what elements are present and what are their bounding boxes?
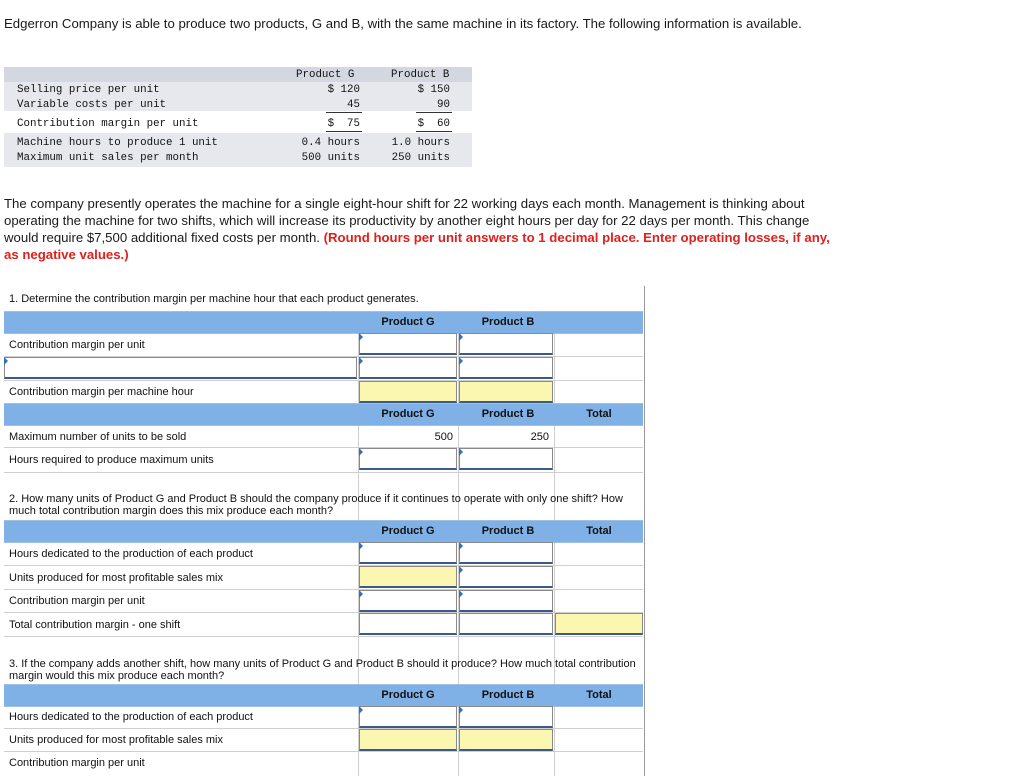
info-row-g: 0.4 hours [301,137,360,149]
row-line [4,472,643,473]
col-header-product-b: Product B [481,316,535,328]
intro-text: Edgerron Company is able to produce two products, G and B, with the same machine in its factory. The following information is available. [4,16,802,31]
blank-g-input[interactable] [359,357,457,379]
info-row-b: $ 60 [417,118,450,130]
instructions-red: (Round hours per unit answers to 1 decimal place. Enter operating losses, if any, as negative values.) [4,230,830,262]
q2-cm-g-input[interactable] [359,590,457,612]
q2-hours-g-input[interactable] [359,542,457,564]
info-row-label: Machine hours to produce 1 unit [17,137,218,149]
q2-total-g-input[interactable] [359,613,457,635]
row-label: Units produced for most profitable sales mix [9,572,223,584]
info-row-b: 1.0 hours [391,137,450,149]
cm-hour-b-input[interactable] [459,381,553,403]
q3-hours-g-input[interactable] [359,706,457,728]
col-header-total: Total [586,408,612,420]
info-row-label: Variable costs per unit [17,99,167,111]
row-label: Contribution margin per unit [9,757,145,769]
col-header-product-b: Product B [481,525,535,537]
q2-total-b-input[interactable] [459,613,553,635]
q3-units-b-input[interactable] [459,729,553,751]
underline [326,112,362,113]
scenario-text [4,195,844,263]
q3-hours-b-input[interactable] [459,706,553,728]
row-line [4,636,643,637]
row-label: Hours required to produce maximum units [9,454,214,466]
q2-units-g-input[interactable] [359,566,457,588]
col-header-product-b: Product B [481,689,535,701]
hours-req-b-input[interactable] [459,448,553,470]
underline [416,131,452,132]
row-label: Maximum number of units to be sold [9,431,187,443]
q2-total-cm-input[interactable] [555,613,643,635]
info-col-b: Product B [391,69,450,81]
cm-unit-b-input[interactable] [459,333,553,355]
row-label: Hours dedicated to the production of each product [9,711,253,723]
q3-units-g-input[interactable] [359,729,457,751]
col-header-product-g: Product G [381,525,435,537]
col-header-product-g: Product G [381,316,435,328]
row-label: Hours dedicated to the production of each product [9,548,253,560]
row-label: Total contribution margin - one shift [9,619,181,631]
q2-units-b-input[interactable] [459,566,553,588]
info-row-b: 250 units [391,152,450,164]
hours-req-g-input[interactable] [359,448,457,470]
question-2-text: 2. How many units of Product G and Product B should the company produce if it continues to operate with only one shift? How much total contribution margin does this mix produce each month? [9,493,623,517]
col-header-product-g: Product G [381,408,435,420]
q2-cm-b-input[interactable] [459,590,553,612]
info-row-label: Contribution margin per unit [17,118,199,130]
info-row-b: 90 [437,99,450,111]
info-row-g: 500 units [301,152,360,164]
col-header-total: Total [586,525,612,537]
info-row-g: $ 120 [327,84,360,96]
col-header-total: Total [586,689,612,701]
info-row-g: 45 [347,99,360,111]
row-label: Units produced for most profitable sales mix [9,734,223,746]
scenario-main: The company presently operates the machine for a single eight-hour shift for 22 working days each month. Management is thinking about operating the machine for two shifts, which will increase its productivity by another eight hours per day for 22 days per month. This change would require $7,500 additional fixed costs per month. [4,196,810,245]
question-3-text: 3. If the company adds another shift, how many units of Product G and Product B should it produce? How much total contribution margin would this mix produce each month? [9,658,636,682]
col-header-product-b: Product B [481,408,535,420]
cm-hour-g-input[interactable] [359,381,457,403]
q2-hours-b-input[interactable] [459,542,553,564]
info-row-b: $ 150 [417,84,450,96]
info-row-label: Maximum unit sales per month [17,152,199,164]
question-1-text: 1. Determine the contribution margin per machine hour that each product generates. [9,293,419,305]
blank-b-input[interactable] [459,357,553,379]
row-label: Contribution margin per unit [9,339,145,351]
blank-label-input[interactable] [4,357,357,379]
answer-grid [4,286,645,776]
info-row-g: $ 75 [327,118,360,130]
info-col-g: Product G [296,69,355,81]
max-units-b: 250 [530,431,549,443]
col-header-product-g: Product G [381,689,435,701]
underline [326,131,362,132]
row-label: Contribution margin per machine hour [9,386,194,398]
underline [416,112,452,113]
info-row-label: Selling price per unit [17,84,160,96]
cm-unit-g-input[interactable] [359,333,457,355]
max-units-g: 500 [434,431,453,443]
row-line [4,751,643,752]
row-label: Contribution margin per unit [9,595,145,607]
